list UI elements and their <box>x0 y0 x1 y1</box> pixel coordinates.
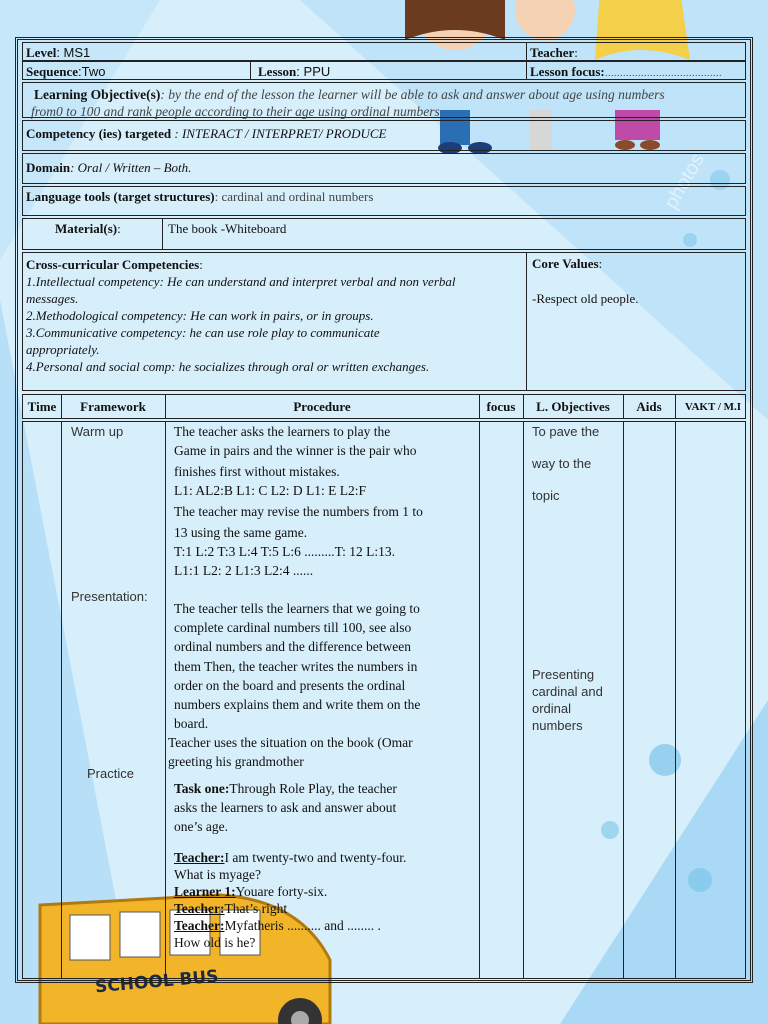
objective-text: numbers <box>532 718 583 733</box>
objective-line-1: : by the end of the lesson the learner will be able to ask and answer about age using numbers <box>160 87 665 102</box>
objective-text: way to the <box>532 456 592 471</box>
framework-presentation: Presentation: <box>71 589 148 604</box>
language-tools-label: Language tools (target structures) <box>26 189 215 204</box>
lesson-focus-label: Lesson focus: <box>530 64 605 79</box>
core-values-value: -Respect old people. <box>532 291 639 306</box>
task-one-label: Task one: <box>174 781 230 796</box>
dialogue-speaker: Teacher: <box>174 918 225 933</box>
procedure-line: T:1 L:2 T:3 L:4 T:5 L:6 .........T: 12 L:13. <box>174 544 396 559</box>
cross-label: Cross-curricular Competencies <box>26 257 200 272</box>
cross-item: appropriately. <box>26 342 100 357</box>
procedure-line: greeting his grandmother <box>168 754 304 769</box>
lesson-plan-sheet <box>15 37 753 983</box>
dialogue-speaker: Learner 1: <box>174 884 236 899</box>
dialogue-text: How old is he? <box>174 935 256 950</box>
dialogue-text: What is myage? <box>174 867 261 882</box>
col-vakt-header: VAKT / M.I <box>684 401 742 413</box>
dialogue-text: Youare forty-six. <box>235 884 328 899</box>
framework-warm-up: Warm up <box>71 424 124 439</box>
material-row <box>22 218 746 250</box>
objective-text: ordinal <box>532 701 572 716</box>
col-time-header: Time <box>27 399 57 414</box>
domain-row <box>22 153 746 184</box>
procedure-line: order on the board and presents the ordinal <box>174 678 406 693</box>
framework-practice: Practice <box>87 766 134 781</box>
material-label: Material(s) <box>55 221 118 236</box>
col-focus-header: focus <box>486 399 516 414</box>
lesson-focus-value: ………………………………… <box>604 68 722 78</box>
objective-label: Learning Objective(s) <box>34 87 161 102</box>
procedure-line: one’s age. <box>174 819 228 834</box>
cross-item: 2.Methodological competency: He can work in pairs, or in groups. <box>26 308 374 323</box>
dialogue-speaker: Teacher: <box>174 850 225 865</box>
objective-text: topic <box>532 488 560 503</box>
bus-text: SCHOOL BUS <box>94 966 220 998</box>
cross-colon: : <box>199 257 203 272</box>
domain-value: : Oral / Written – Both. <box>70 160 192 175</box>
competency-label: Competency (ies) targeted <box>26 126 172 141</box>
dialogue-text: Myfatheris .......... and ........ . <box>224 918 381 933</box>
cross-item: 4.Personal and social comp: he socializes through oral or written exchanges. <box>26 359 430 374</box>
material-value: The book -Whiteboard <box>168 221 287 236</box>
col-framework-header: Framework <box>80 399 146 414</box>
task-one-text: Through Role Play, the teacher <box>229 781 397 796</box>
teacher-value: : <box>574 45 578 60</box>
sequence-value: :Two <box>78 64 106 79</box>
main-table-header <box>22 394 746 419</box>
procedure-line: ordinal numbers and the difference between <box>174 639 412 654</box>
procedure-line: The teacher may revise the numbers from 1 to <box>174 504 423 519</box>
level-label: Level <box>26 45 57 60</box>
col-objectives-header: L. Objectives <box>536 399 610 414</box>
procedure-line: board. <box>174 716 209 731</box>
procedure-line: Teacher uses the situation on the book (Omar <box>168 735 413 750</box>
procedure-line: L1: AL2:B L1: C L2: D L1: E L2:F <box>174 483 366 498</box>
dialogue-text: I am twenty-two and twenty-four. <box>224 850 407 865</box>
procedure-line: The teacher tells the learners that we going to <box>174 601 420 616</box>
language-tools-row <box>22 186 746 216</box>
procedure-line: Game in pairs and the winner is the pair who <box>174 443 417 458</box>
competency-value: : INTERACT / INTERPRET/ PRODUCE <box>171 126 387 141</box>
language-tools-value: : cardinal and ordinal numbers <box>214 189 374 204</box>
level-value: : MS1 <box>56 45 91 60</box>
objective-text: cardinal and <box>532 684 603 699</box>
procedure-line: complete cardinal numbers till 100, see also <box>174 620 412 635</box>
procedure-line: finishes first without mistakes. <box>174 464 340 479</box>
core-values-label: Core Values <box>532 256 599 271</box>
header-row-sequence <box>22 61 746 80</box>
procedure-line: them Then, the teacher writes the numbers in <box>174 659 418 674</box>
procedure-line: 13 using the same game. <box>174 525 308 540</box>
cross-item: 3.Communicative competency: he can use role play to communicate <box>26 325 380 340</box>
sequence-label: Sequence <box>26 64 78 79</box>
cross-item: messages. <box>26 291 79 306</box>
watermark: photos <box>660 149 710 213</box>
lesson-label: Lesson <box>258 64 297 79</box>
teacher-label: Teacher <box>530 45 575 60</box>
col-procedure-header: Procedure <box>293 399 351 414</box>
material-colon: : <box>117 221 121 236</box>
cross-curricular-row <box>22 252 746 391</box>
dialogue-speaker: Teacher: <box>174 901 225 916</box>
header-row-level <box>22 42 746 61</box>
procedure-line: L1:1 L2: 2 L1:3 L2:4 ...... <box>174 563 314 578</box>
domain-label: Domain <box>26 160 71 175</box>
dialogue-text: That’s right <box>224 901 288 916</box>
learning-objective-row <box>22 82 746 118</box>
cross-item: 1.Intellectual competency: He can understand and interpret verbal and non verbal <box>26 274 456 289</box>
procedure-line: numbers explains them and write them on the <box>174 697 421 712</box>
procedure-line: The teacher asks the learners to play the <box>174 424 391 439</box>
competency-row <box>22 120 746 151</box>
col-aids-header: Aids <box>636 399 662 414</box>
procedure-line: asks the learners to ask and answer about <box>174 800 397 815</box>
objective-line-2: from0 to 100 and rank people according to their age using ordinal numbers <box>31 104 440 119</box>
core-values-colon: : <box>598 256 603 271</box>
lesson-value: : PPU <box>296 64 331 79</box>
main-table-body <box>22 421 746 979</box>
objective-text: To pave the <box>532 424 600 439</box>
objective-text: Presenting <box>532 667 595 682</box>
